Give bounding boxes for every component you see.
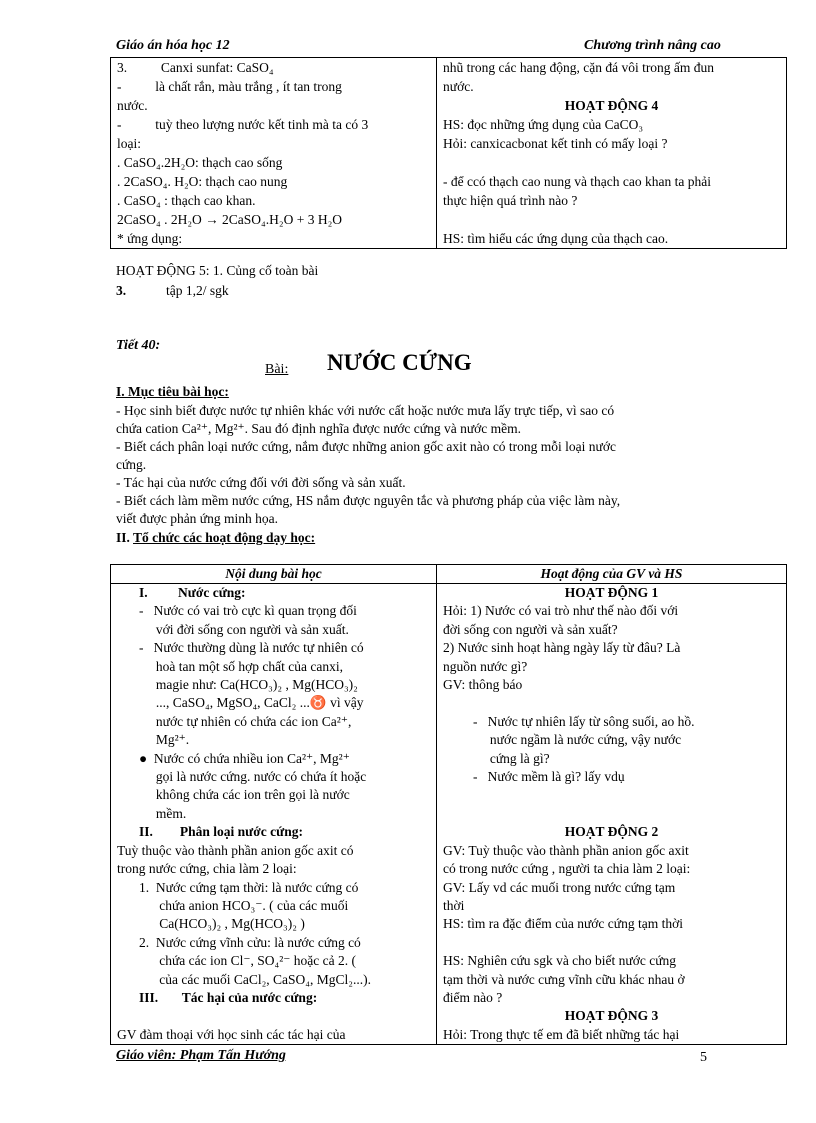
- top-right-line: [443, 153, 780, 172]
- activity-line: có trong nước cứng , người ta chia làm 2 loại:: [443, 861, 691, 877]
- content-line: Tuỳ thuộc vào thành phần anion gốc axit có: [117, 842, 354, 858]
- activity-line: nước ngầm là nước cứng, vậy nước: [473, 732, 682, 748]
- content-line: magie như: Ca(HCO₃)₂ , Mg(HCO₃)₂: [139, 677, 358, 693]
- content-line: không chứa các ion trên gọi là nước: [139, 787, 350, 803]
- objective-line: - Biết cách phân loại nước cứng, nắm được những anion gốc axit nào có trong mỗi loại nước: [116, 439, 616, 454]
- activity5-text: tập 1,2/ sgk: [166, 283, 229, 298]
- lesson-title: NƯỚC CỨNG: [327, 350, 472, 375]
- activity-line: GV: Lấy vd các muối trong nước cứng tạm: [443, 879, 676, 895]
- objectives-list: [116, 402, 786, 528]
- activity-line: đời sống con người và sản xuất?: [443, 621, 618, 637]
- content-line: chứa các ion Cl⁻, SO₄²⁻ hoặc cả 2. (: [139, 953, 357, 969]
- content-line: gọi là nước cứng. nước có chứa ít hoặc: [139, 769, 367, 785]
- content-line: nước tự nhiên có chứa các ion Ca²⁺,: [139, 713, 352, 729]
- top-left-line: . CaSO₄.2H₂O: thạch cao sống: [117, 155, 283, 170]
- content-line: chứa anion HCO₃⁻. ( của các muối: [139, 897, 349, 913]
- top-right-line: [443, 210, 780, 229]
- activity-line: HOẠT ĐỘNG 2: [564, 824, 659, 840]
- activity-line: 2) Nước sinh hoạt hàng ngày lấy từ đâu? Là: [443, 640, 681, 656]
- top-table-right-cell: [437, 58, 787, 249]
- activity-line: Hỏi: Trong thực tế em đã biết những tác hại: [443, 1026, 680, 1042]
- header-left: Giáo án hóa học 12: [116, 38, 230, 53]
- main-table: [110, 564, 787, 1045]
- top-left-line: . CaSO₄ : thạch cao khan.: [117, 193, 256, 208]
- objective-line: cứng.: [116, 457, 147, 472]
- content-line: III. Tác hại của nước cứng:: [139, 989, 318, 1005]
- top-left-line: nước.: [117, 98, 148, 113]
- activity-line: HOẠT ĐỘNG 3: [564, 1008, 659, 1024]
- objective-line: - Tác hại của nước cứng đối với đời sống và sản xuất.: [116, 475, 406, 490]
- activity-line: điểm nào ?: [443, 989, 503, 1005]
- content-line: ..., CaSO₄, MgSO₄, CaCl₂ ...♉ vì vậy: [139, 695, 364, 711]
- objective-line: viết được phản ứng minh họa.: [116, 511, 278, 526]
- col-left-header: Nội dung bài học: [111, 565, 437, 584]
- activity-line: HS: Nghiên cứu sgk và cho biết nước cứng: [443, 953, 677, 969]
- top-left-line: . 2CaSO₄. H₂O: thạch cao nung: [117, 174, 288, 189]
- content-line: hoà tan một số hợp chất của canxi,: [139, 658, 343, 674]
- top-table-left-cell: [111, 58, 437, 249]
- content-line: II. Phân loại nước cứng:: [139, 824, 303, 840]
- section1-heading: I. Mục tiêu bài học:: [116, 384, 229, 399]
- activity-line: [443, 786, 780, 804]
- section2-title: Tổ chức các hoạt động dạy học:: [133, 530, 316, 545]
- activity-line: - Nước tự nhiên lấy từ sông suối, ao hồ.: [473, 713, 695, 729]
- section2-heading: [116, 530, 315, 546]
- activity5-line1: HOẠT ĐỘNG 5: 1. Củng cố toàn bài: [116, 263, 319, 278]
- content-line: 2. Nước cứng vĩnh cửu: là nước cứng có: [139, 934, 361, 950]
- content-line: Ca(HCO₃)₂ , Mg(HCO₃)₂ ): [139, 916, 305, 932]
- top-left-line: loại:: [117, 136, 141, 151]
- content-line: I. Nước cứng:: [139, 585, 246, 600]
- content-line: - Nước thường dùng là nước tự nhiên có: [139, 640, 364, 656]
- content-line: của các muối CaCl₂, CaSO₄, MgCl₂...).: [139, 971, 371, 987]
- activity-line: nguồn nước gì?: [443, 658, 528, 674]
- objective-line: - Biết cách làm mềm nước cứng, HS nắm được nguyên tắc và phương pháp của việc làm này,: [116, 493, 621, 508]
- activity-line: tạm thời và nước cưng vĩnh cữu khác nhau ở: [443, 971, 685, 987]
- content-line: với đời sống con người và sản xuất.: [139, 621, 349, 637]
- activity-line: thời: [443, 897, 465, 913]
- content-line: Mg²⁺.: [139, 732, 190, 748]
- top-left-line: 3. Canxi sunfat: CaSO₄: [117, 60, 274, 75]
- top-right-line: nước.: [443, 79, 474, 94]
- top-right-line: HS: tìm hiểu các ứng dụng của thạch cao.: [443, 231, 669, 246]
- content-line: mềm.: [139, 805, 187, 821]
- content-line: ● Nước có chứa nhiều ion Ca²⁺, Mg²⁺: [139, 750, 350, 766]
- content-line: GV đàm thoại với học sinh các tác hại của: [117, 1026, 346, 1042]
- tiet-label: Tiết 40:: [116, 338, 161, 353]
- main-right-cell: [437, 584, 787, 1045]
- section2-prefix: II.: [116, 530, 134, 545]
- activity-line: cứng là gì?: [473, 750, 550, 766]
- top-table: [110, 57, 787, 249]
- top-left-line: - tuỳ theo lượng nước kết tinh mà ta có 3: [117, 117, 369, 132]
- top-right-line: HS: đọc những ứng dụng của CaCO₃: [443, 117, 644, 132]
- activity-line: HOẠT ĐỘNG 1: [564, 585, 659, 600]
- content-line: trong nước cứng, chia làm 2 loại:: [117, 861, 297, 877]
- content-line: 1. Nước cứng tạm thời: là nước cứng có: [139, 879, 359, 895]
- activity-line: [443, 934, 780, 952]
- footer-teacher: Giáo viên: Phạm Tấn Hướng: [116, 1048, 286, 1063]
- main-left-cell: [111, 584, 437, 1045]
- top-left-line: 2CaSO₄ . 2H₂O → 2CaSO₄.H₂O + 3 H₂O: [117, 212, 343, 227]
- footer-rule: [112, 1044, 786, 1045]
- activity-line: HS: tìm ra đặc điểm của nước cứng tạm thời: [443, 916, 683, 932]
- activity-line: - Nước mềm là gì? lấy vdụ: [473, 769, 625, 785]
- top-right-line: - để ccó thạch cao nung và thạch cao khan ta phải: [443, 174, 712, 189]
- top-right-line: nhũ trong các hang động, cặn đá vôi trong ấm đun: [443, 60, 715, 75]
- header-right: Chương trình nâng cao: [584, 38, 721, 53]
- activity-line: GV: Tuỳ thuộc vào thành phần anion gốc axit: [443, 842, 689, 858]
- top-left-line: - là chất rắn, màu trắng , ít tan trong: [117, 79, 342, 94]
- activity-line: [443, 694, 780, 712]
- activity-line: [443, 805, 780, 823]
- top-right-line: thực hiện quá trình nào ?: [443, 193, 578, 208]
- bai-label: Bài:: [265, 362, 289, 377]
- content-line: - Nước có vai trò cực kì quan trọng đối: [139, 603, 357, 619]
- top-right-line: Hỏi: canxicacbonat kết tinh có mấy loại ?: [443, 136, 668, 151]
- activity5-num: 3.: [116, 283, 127, 298]
- activity-line: Hỏi: 1) Nước có vai trò như thế nào đối với: [443, 603, 679, 619]
- content-line: [117, 1007, 430, 1025]
- top-right-line: HOẠT ĐỘNG 4: [564, 98, 659, 113]
- top-left-line: * ứng dụng:: [117, 231, 183, 246]
- col-right-header: Hoạt động của GV và HS: [437, 565, 787, 584]
- objective-line: - Học sinh biết được nước tự nhiên khác với nước cất hoặc nước mưa lấy trực tiếp, vì sao có: [116, 403, 615, 418]
- objective-line: chứa cation Ca²⁺, Mg²⁺. Sau đó định nghĩa được nước cứng và nước mềm.: [116, 421, 522, 436]
- page-number: 5: [700, 1050, 707, 1065]
- activity-line: GV: thông báo: [443, 677, 523, 693]
